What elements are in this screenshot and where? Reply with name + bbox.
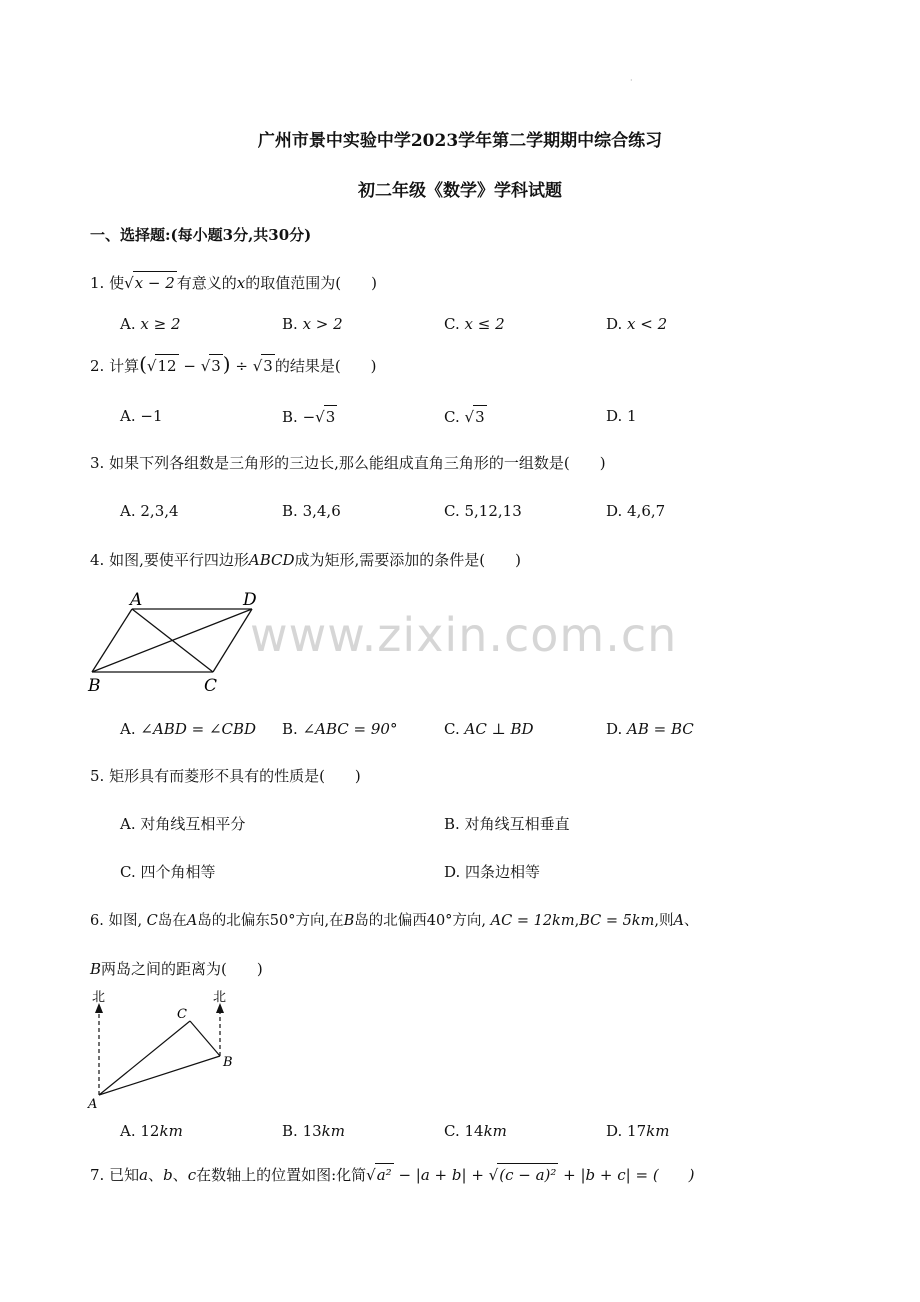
q1-option-c: C. x ≤ 2 xyxy=(444,315,505,333)
q3-option-a: A. 2,3,4 xyxy=(120,502,179,520)
diagonal-bd xyxy=(92,609,252,672)
q5-option-a: A. 对角线互相平分 xyxy=(120,815,246,833)
q3-option-c: C. 5,12,13 xyxy=(444,502,522,520)
label-a: A xyxy=(130,590,143,610)
q2-option-a: A. −1 xyxy=(120,407,163,425)
label-b: B xyxy=(223,1055,233,1070)
parallelogram-figure xyxy=(80,585,280,695)
question-7: 7. 已知a、b、c在数轴上的位置如图:化简√a² − |a + b| + √(c − a)² + |b + c| = ( ) xyxy=(90,1163,695,1186)
q1-option-b: B. x > 2 xyxy=(282,315,343,333)
edge-cd xyxy=(213,609,252,672)
q4-option-a: A. ∠ABD = ∠CBD xyxy=(120,720,257,738)
label-d: D xyxy=(243,590,257,610)
segment-ac xyxy=(99,1021,190,1095)
q6-option-b: B. 13km xyxy=(282,1122,345,1140)
q4-option-b: B. ∠ABC = 90° xyxy=(282,720,398,738)
radical: x − 2 xyxy=(133,271,177,294)
q5-option-d: D. 四条边相等 xyxy=(444,863,541,881)
question-1: 1. 使√x − 2 有意义的x的取值范围为( ) xyxy=(90,271,377,294)
q3-option-d: D. 4,6,7 xyxy=(606,502,666,520)
islands-figure xyxy=(80,988,250,1113)
exam-subtitle: 初二年级《数学》学科试题 xyxy=(358,181,562,201)
label-b: B xyxy=(88,676,101,695)
watermark: www.zixin.com.cn xyxy=(250,608,678,662)
q2-option-b: B. −√3 xyxy=(282,405,337,428)
label-a: A xyxy=(88,1097,98,1112)
question-3: 3. 如果下列各组数是三角形的三边长,那么能组成直角三角形的一组数是( ) xyxy=(90,454,606,472)
question-2: 2. 计算(√12 − √3 ) ÷ √3 的结果是( ) xyxy=(90,352,377,376)
north-label-a: 北 xyxy=(92,990,106,1005)
q2-option-c: C. √3 xyxy=(444,405,487,428)
q1-option-d: D. x < 2 xyxy=(606,315,668,333)
question-6-line-2: B两岛之间的距离为( ) xyxy=(90,960,263,978)
q5-option-c: C. 四个角相等 xyxy=(120,863,216,881)
q6-option-c: C. 14km xyxy=(444,1122,507,1140)
north-label-b: 北 xyxy=(213,990,227,1005)
question-4: 4. 如图,要使平行四边形ABCD成为矩形,需要添加的条件是( ) xyxy=(90,551,521,569)
q6-option-d: D. 17km xyxy=(606,1122,670,1140)
q2-option-d: D. 1 xyxy=(606,407,637,425)
q3-option-b: B. 3,4,6 xyxy=(282,502,341,520)
question-5: 5. 矩形具有而菱形不具有的性质是( ) xyxy=(90,767,361,785)
label-c: C xyxy=(204,676,218,695)
segment-ab xyxy=(99,1056,220,1095)
q4-option-c: C. AC ⊥ BD xyxy=(444,720,534,738)
segment-cb xyxy=(190,1021,220,1056)
question-6-line-1: 6. 如图, C岛在A岛的北偏东50°方向,在B岛的北偏西40°方向, AC = 12km,BC = 5km,则A、 xyxy=(90,913,699,929)
label-c: C xyxy=(177,1007,187,1022)
section-heading: 一、选择题:(每小题3分,共30分) xyxy=(90,226,312,244)
q4-option-d: D. AB = BC xyxy=(606,720,694,738)
edge-ab xyxy=(92,609,132,672)
q5-option-b: B. 对角线互相垂直 xyxy=(444,815,570,833)
scan-speck: · xyxy=(630,76,633,85)
q1-option-a: A. x ≥ 2 xyxy=(120,315,181,333)
exam-title: 广州市景中实验中学2023学年第二学期期中综合练习 xyxy=(257,131,663,151)
q6-option-a: A. 12km xyxy=(120,1122,183,1140)
